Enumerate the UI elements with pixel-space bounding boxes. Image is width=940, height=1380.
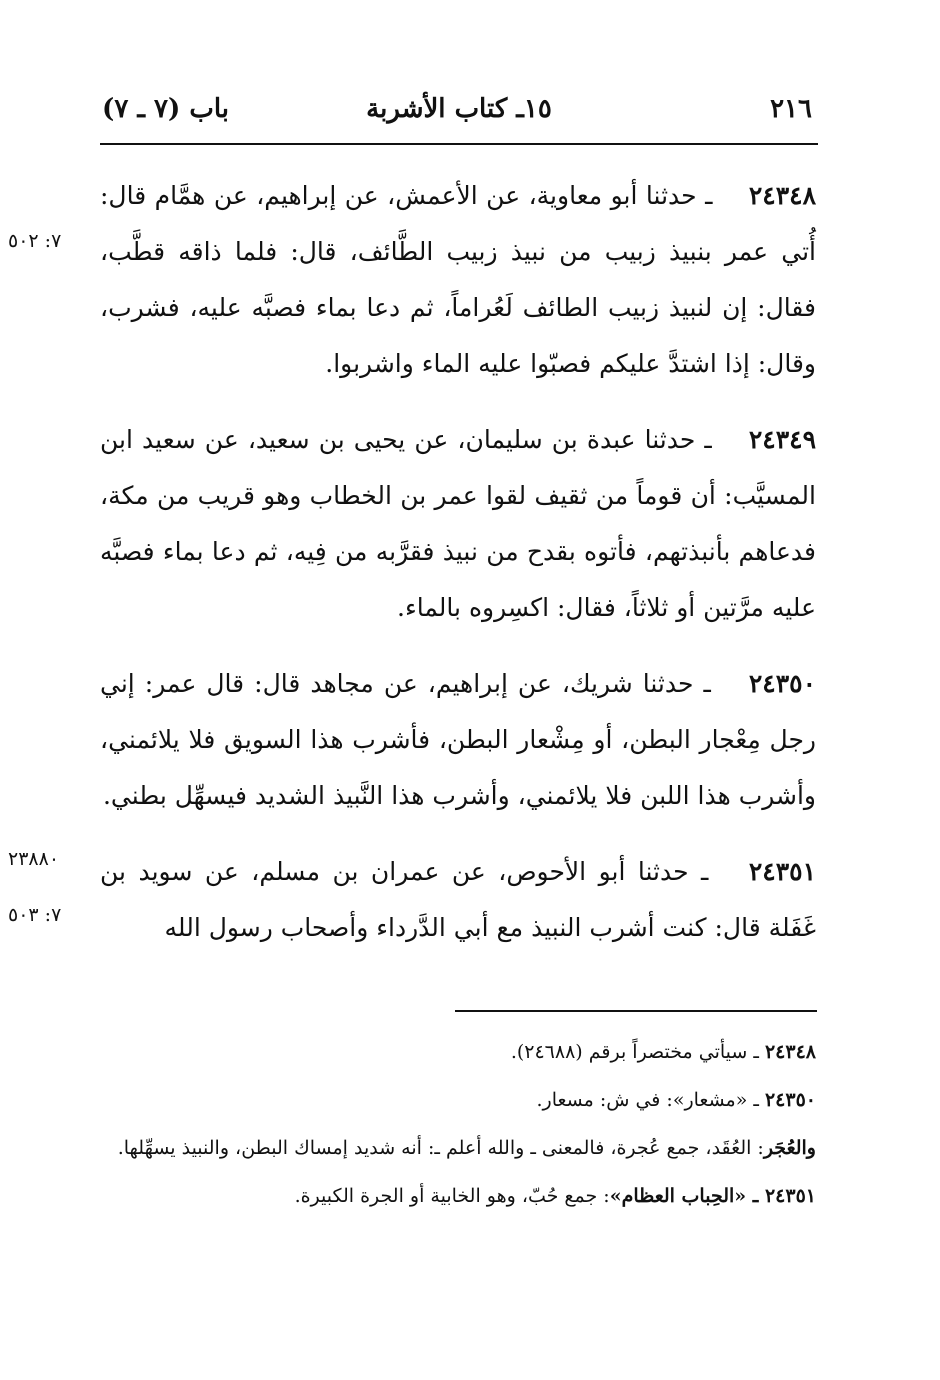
footnote-text: ـ سيأتي مختصراً برقم (٢٤٦٨٨). — [510, 1041, 765, 1063]
hadith-text: ـ حدثنا أبو الأحوص، عن عمران بن مسلم، عن سويد بن غَفَلة قال: كنت أشرب النبيذ مع أبي الدَّرداء وأصحاب رسول الله — [100, 857, 816, 942]
footnote-text: : العُقَد، جمع عُجرة، فالمعنى ـ والله أعلم ـ: أنه شديد إمساك البطن، والنبيذ يسهِّلها. — [117, 1137, 764, 1159]
footnote — [100, 1174, 816, 1218]
footnote — [100, 1126, 816, 1170]
hadith-paragraph — [100, 168, 816, 392]
footnote — [100, 1078, 816, 1122]
hadith-text: ـ حدثنا عبدة بن سليمان، عن يحيى بن سعيد، عن سعيد ابن المسيَّب: أن قوماً من ثقيف لقوا عمر بن الخطاب وهو قريب من مكة، فدعاهم بأنبذتهم، فأتوه بقدح من نبيذ فقرَّبه من فِيه، ثم دعا بماء فصبَّه عليه مرَّتين أو ثلاثاً، فقال: اكسِروه بالماء. — [100, 425, 816, 622]
footnote-number: ٢٤٣٥١ — [764, 1185, 816, 1207]
margin-note: ٧: ٥٠٢ — [8, 230, 62, 252]
hadith-paragraph — [100, 656, 816, 824]
hadith-number: ٢٤٣٥٠ — [748, 669, 816, 698]
hadith-number: ٢٤٣٤٨ — [748, 181, 816, 210]
footnote — [100, 1030, 816, 1074]
chapter-reference: باب (٧ ـ ٧) — [102, 94, 229, 124]
footnote-term: ـ «الحِباب العظام» — [609, 1185, 765, 1207]
footnote-text: : جمع حُبّ، وهو الخابية أو الجرة الكبيرة. — [294, 1185, 610, 1207]
footnote-term: والعُجَر — [763, 1137, 816, 1159]
hadith-text: ـ حدثنا شريك، عن إبراهيم، عن مجاهد قال: قال عمر: إني رجل مِعْجار البطن، أو مِشْعار البطن، فأشرب هذا السويق فلا يلائمني، وأشرب هذا اللبن فلا يلائمني، وأشرب هذا النَّبيذ الشديد فيسهِّل بطني. — [100, 669, 816, 810]
main-text — [100, 168, 816, 976]
footnote-number: ٢٤٣٤٨ — [764, 1041, 816, 1063]
footnote-rule — [455, 1010, 817, 1012]
footnote-number: ٢٤٣٥٠ — [764, 1089, 816, 1111]
hadith-paragraph — [100, 844, 816, 956]
hadith-text: ـ حدثنا أبو معاوية، عن الأعمش، عن إبراهيم، عن همَّام قال: أُتي عمر بنبيذ زبيب من نبيذ زبيب الطَّائف، قال: فلما ذاقه قطَّب، فقال: إن لنبيذ زبيب الطائف لَعُراماً، ثم دعا بماء فصبَّه عليه، فشرب، وقال: إذا اشتدَّ عليكم فصبّوا عليه الماء واشربوا. — [100, 181, 816, 378]
page-header — [100, 88, 818, 132]
footnote-text: ـ «مشعار»: في ش: مسعار. — [536, 1089, 765, 1111]
book-title: ١٥ـ كتاب الأشربة — [366, 94, 552, 124]
margin-note: ٢٣٨٨٠ — [8, 848, 60, 870]
hadith-number: ٢٤٣٤٩ — [748, 425, 816, 454]
hadith-paragraph — [100, 412, 816, 636]
margin-note: ٧: ٥٠٣ — [8, 904, 62, 926]
header-rule — [100, 143, 818, 145]
footnotes — [100, 1030, 816, 1222]
page-number: ٢١٦ — [770, 94, 812, 124]
hadith-number: ٢٤٣٥١ — [748, 857, 816, 886]
